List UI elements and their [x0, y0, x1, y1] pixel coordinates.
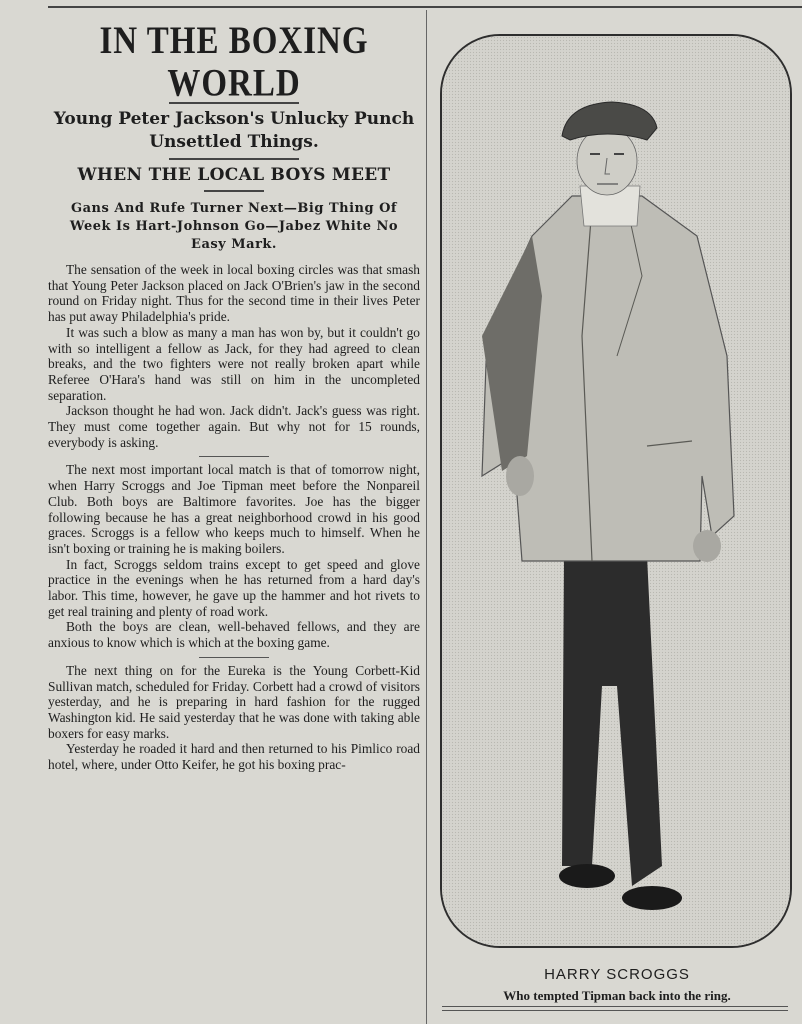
separator — [199, 657, 269, 658]
section-2 — [48, 462, 420, 650]
photo-column — [432, 14, 802, 1024]
paragraph: It was such a blow as many a man has won by, but it couldn't go with so intelligent a fellow as Jack, for they had agreed to clean breaks, and the two fighters were not really broken apart while Referee O'Hara's hand was still on him in the uncompleted separation. — [48, 324, 420, 403]
deck-2: WHEN THE LOCAL BOYS MEET — [77, 165, 391, 185]
rule — [204, 190, 264, 192]
portrait-photo — [440, 34, 792, 948]
section-1 — [48, 262, 420, 450]
headline: IN THE BOXING WORLD — [99, 20, 369, 105]
man-portrait-figure — [442, 36, 790, 946]
top-rule — [48, 6, 802, 8]
separator — [199, 456, 269, 457]
caption-name: HARRY SCROGGS — [544, 966, 690, 983]
rule — [442, 1010, 788, 1011]
paragraph: The next most important local match is that of tomorrow night, when Harry Scroggs and Joe Tipman meet before the Nonpareil Club. Both boys are Baltimore favorites. Joe has the bigger following because he has a great neighborhood crowd in his good graces. Scroggs is a fellow who keeps much to himself. When he isn't boxing or training he is making boilers. — [48, 462, 420, 556]
section-3 — [48, 663, 420, 773]
article-column — [48, 14, 420, 773]
deck-1: Young Peter Jackson's Unlucky Punch Unsettled Things. — [53, 109, 415, 152]
paragraph: The sensation of the week in local boxing circles was that smash that Young Peter Jackson placed on Jack O'Brien's jaw in the second round on Friday night. Thus for the second time in their lives Peter has put away Philadelphia's pride. — [48, 262, 420, 325]
column-rule — [426, 10, 427, 1024]
paragraph: Jackson thought he had won. Jack didn't. Jack's guess was right. They must come together again. But why not for 15 rounds, everybody is asking. — [48, 403, 420, 450]
paragraph: In fact, Scroggs seldom trains except to get speed and glove practice in the evenings when he has returned from a hard day's labor. This time, however, he gave up the hammer and hot rivets to get real training and plenty of road work. — [48, 556, 420, 619]
paragraph: Yesterday he roaded it hard and then returned to his Pimlico road hotel, where, under Otto Keifer, he got his boxing prac- — [48, 741, 420, 773]
rule — [169, 158, 299, 160]
paragraph: Both the boys are clean, well-behaved fellows, and they are anxious to know which is which at the boxing game. — [48, 619, 420, 651]
rule — [442, 1006, 788, 1007]
paragraph: The next thing on for the Eureka is the Young Corbett-Kid Sullivan match, scheduled for Friday. Corbett had a crowd of visitors yesterday, and he is preparing in hard fashion for the rugged Washington kid. He said yesterday that he was done with taking able boxers for easy marks. — [48, 662, 420, 741]
deck-3: Gans And Rufe Turner Next—Big Thing Of Week Is Hart-Johnson Go—Jabez White No Easy Mark. — [69, 201, 399, 252]
caption-subtitle: Who tempted Tipman back into the ring. — [503, 988, 731, 1003]
